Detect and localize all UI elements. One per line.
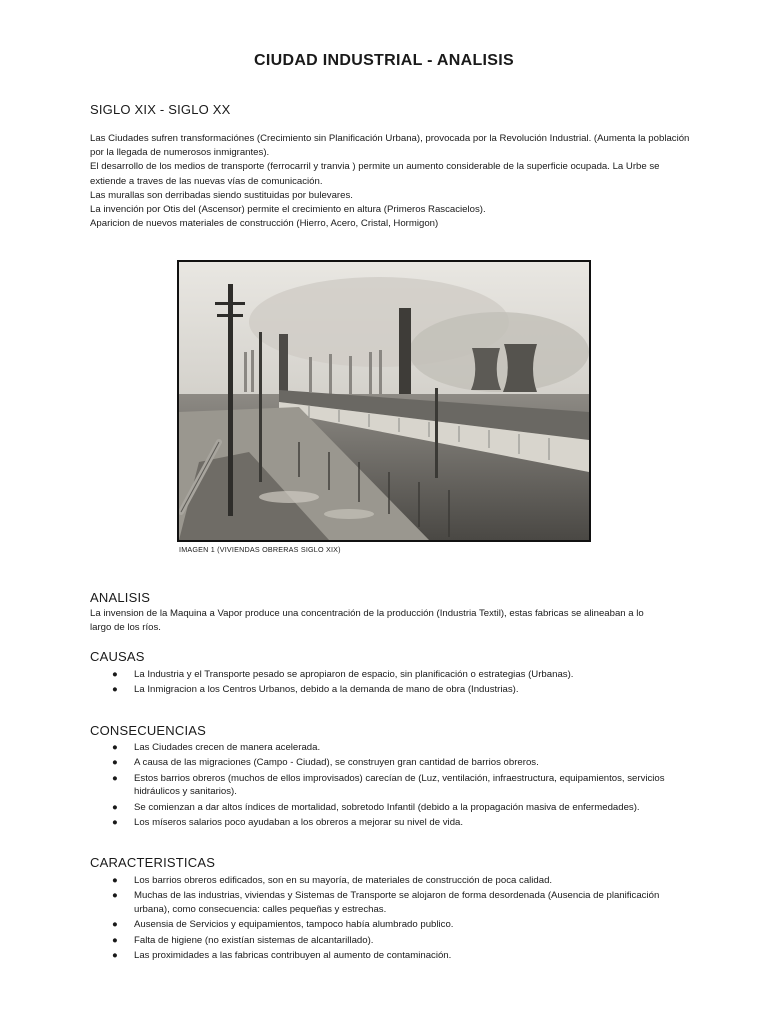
bullet-icon: ●	[112, 890, 118, 902]
causas-list	[90, 668, 670, 699]
list-item	[90, 772, 670, 799]
list-item	[90, 874, 670, 887]
section-heading-siglo: SIGLO XIX - SIGLO XX	[90, 102, 231, 117]
list-item-text: Los barrios obreros edificados, son en su mayoría, de materiales de construcción de poca calidad.	[134, 875, 553, 886]
bullet-icon: ●	[112, 934, 118, 946]
list-item	[90, 801, 670, 814]
consecuencias-list	[90, 741, 670, 831]
bullet-icon: ●	[112, 817, 118, 829]
analisis-paragraph	[90, 607, 650, 635]
intro-paragraph	[90, 132, 690, 231]
intro-line: Las Ciudades sufren transformaciónes (Crecimiento sin Planificación Urbana), provocada por la Revolución Industrial. (Aumenta la población por la llegada de numerosos inmigrantes).	[90, 133, 690, 159]
list-item	[90, 683, 670, 696]
list-item-text: Ausensia de Servicios y equipamientos, tampoco había alumbrado publico.	[134, 919, 454, 931]
list-item	[90, 816, 670, 829]
list-item-text: Los míseros salarios poco ayudaban a los obreros a mejorar su nivel de vida.	[134, 817, 464, 829]
list-item	[90, 741, 670, 754]
list-item-text: Las Ciudades crecen de manera acelerada.	[134, 742, 321, 753]
intro-line: El desarrollo de los medios de transporte (ferrocarril y tranvia ) permite un aumento considerable de la superficie ocupada. La Urbe se extiende a traves de las nuevas vías de comunicación.	[90, 161, 660, 187]
image-caption: IMAGEN 1 (VIVIENDAS OBRERAS SIGLO XIX)	[179, 545, 341, 554]
industrial-city-photo	[177, 260, 591, 542]
intro-line: La invención por Otis del (Ascensor) permite el crecimiento en altura (Primeros Rascacielos).	[90, 204, 486, 216]
list-item	[90, 756, 670, 769]
list-item	[90, 918, 670, 931]
caracteristicas-list	[90, 874, 670, 964]
section-heading-causas: CAUSAS	[90, 649, 145, 664]
list-item-text: La Inmigracion a los Centros Urbanos, debido a la demanda de mano de obra (Industrias).	[134, 684, 519, 696]
list-item	[90, 889, 670, 916]
intro-line: Aparicion de nuevos materiales de construcción (Hierro, Acero, Cristal, Hormigon)	[90, 218, 439, 230]
bullet-icon: ●	[112, 669, 118, 680]
bullet-icon: ●	[112, 772, 118, 784]
list-item-text: La Industria y el Transporte pesado se apropiaron de espacio, sin planificación o estrategias (Urbanas).	[134, 669, 574, 680]
section-heading-analisis: ANALISIS	[90, 590, 151, 605]
analisis-text: La invension de la Maquina a Vapor produce una concentración de la producción (Industria Textil), estas fabricas se alineaban a lo largo de los ríos.	[90, 608, 644, 634]
bullet-icon: ●	[112, 919, 118, 931]
list-item-text: Se comienzan a dar altos índices de mortalidad, sobretodo Infantil (debido a la propagación masiva de enfermedades).	[134, 801, 640, 813]
list-item	[90, 668, 670, 681]
section-heading-consecuencias: CONSECUENCIAS	[90, 723, 207, 738]
list-item-text: Falta de higiene (no existían sistemas de alcantarillado).	[134, 934, 374, 946]
bullet-icon: ●	[112, 950, 118, 962]
factory-town-illustration	[179, 262, 589, 540]
page-title: CIUDAD INDUSTRIAL - ANALISIS	[254, 52, 514, 69]
list-item	[90, 949, 670, 962]
bullet-icon: ●	[112, 875, 118, 886]
bullet-icon: ●	[112, 684, 118, 696]
intro-line: Las murallas son derribadas siendo sustituidas por bulevares.	[90, 189, 353, 201]
list-item-text: Estos barrios obreros (muchos de ellos improvisados) carecían de (Luz, ventilación, infraestructura, equipamientos, servicios hidráulicos y sanitarios).	[134, 772, 665, 798]
bullet-icon: ●	[112, 742, 118, 753]
bullet-icon: ●	[112, 757, 118, 769]
list-item-text: Las proximidades a las fabricas contribuyen al aumento de contaminación.	[134, 950, 452, 962]
list-item-text: Muchas de las industrias, viviendas y Sistemas de Transporte se alojaron de forma desordenada (Ausencia de planificación urbana), como consecuencia: calles pequeñas y estrechas.	[134, 890, 660, 915]
list-item	[90, 934, 670, 947]
list-item-text: A causa de las migraciones (Campo - Ciudad), se construyen gran cantidad de barrios obreros.	[134, 757, 539, 769]
section-heading-caracteristicas: CARACTERISTICAS	[90, 855, 216, 870]
bullet-icon: ●	[112, 801, 118, 813]
